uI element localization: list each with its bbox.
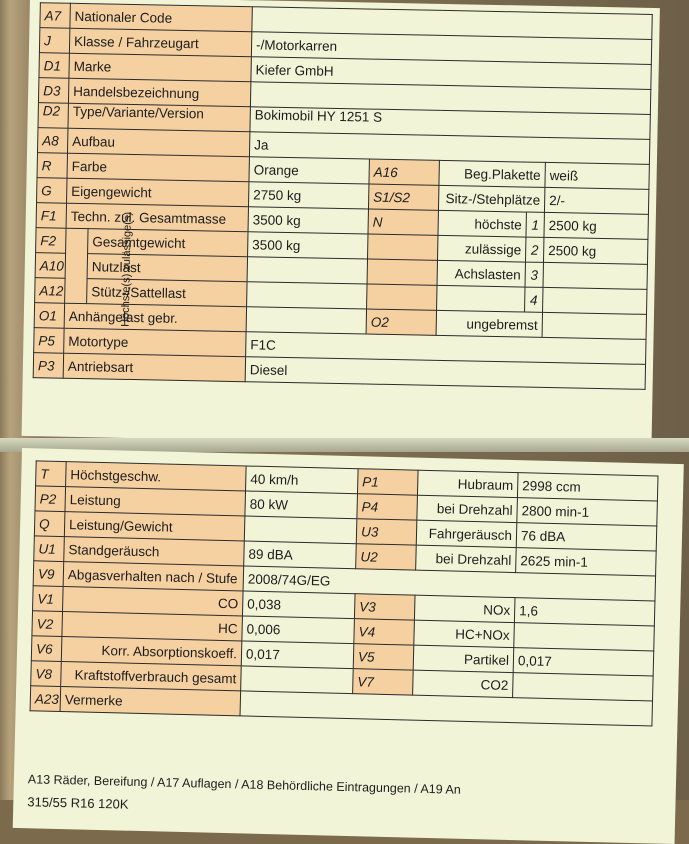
field-label: CO2 — [413, 670, 514, 697]
field-label: höchste — [438, 210, 526, 237]
field-code: V7 — [353, 669, 414, 695]
field-label: Stütz-/Sattellast — [87, 279, 247, 307]
registration-card-lower — [13, 448, 684, 844]
technical-data-table — [30, 460, 659, 726]
field-code: T — [36, 461, 67, 487]
axle-index: 1 — [526, 212, 544, 237]
field-label: Handelsbezeichnung — [68, 78, 250, 106]
field-label: zulässige — [437, 235, 525, 262]
field-label: Standgeräusch — [64, 537, 245, 566]
field-label: HC+NOx — [414, 620, 515, 647]
field-label: Leistung/Gewicht — [64, 512, 245, 541]
field-code: R — [37, 153, 67, 179]
field-label: Beg.Plakette — [439, 160, 545, 187]
field-label: Anhängelast gebr. — [64, 303, 246, 331]
field-code: A8 — [37, 128, 67, 154]
field-label: CO — [63, 587, 244, 616]
field-code: U2 — [356, 544, 417, 570]
field-code: V1 — [33, 586, 64, 612]
field-value: 2500 kg — [543, 237, 647, 264]
axle-index: 3 — [525, 262, 543, 287]
field-code: O1 — [34, 303, 64, 329]
field-label: Partikel — [413, 645, 514, 672]
field-code: P3 — [33, 353, 63, 379]
field-code: P4 — [357, 494, 418, 520]
field-label: Motortype — [64, 328, 246, 356]
field-code: P5 — [34, 328, 64, 354]
field-code: S1/S2 — [368, 184, 438, 210]
field-value: F1C — [246, 332, 646, 365]
field-label: Marke — [69, 53, 251, 81]
field-code: A12 — [35, 278, 65, 304]
field-code: V4 — [354, 619, 415, 645]
field-value — [244, 516, 357, 544]
field-value: Bokimobil HY 1251 S — [250, 107, 650, 140]
field-value: 76 dBA — [516, 523, 657, 551]
footer-tire-value: 315/55 R16 120K — [27, 794, 129, 812]
axle-index: 2 — [525, 237, 543, 262]
field-code: A23 — [30, 686, 61, 712]
field-value: 0,017 — [513, 648, 654, 676]
field-label: Fahrgeräusch — [416, 520, 517, 547]
field-label: Farbe — [67, 153, 249, 181]
field-value: 2008/74G/EG — [243, 566, 655, 601]
registration-card-upper — [22, 0, 660, 448]
field-label: NOx — [414, 595, 515, 622]
field-value: 2998 ccm — [517, 473, 658, 501]
field-label: Leistung — [65, 487, 246, 516]
field-code: U1 — [34, 536, 65, 562]
field-value: Orange — [249, 157, 369, 184]
field-value — [513, 673, 654, 701]
field-label: Korr. Absorptionskoeff. — [61, 637, 242, 666]
field-code — [368, 234, 438, 260]
axle-index: 4 — [525, 287, 543, 312]
field-value: 0,006 — [242, 616, 355, 644]
field-value: 80 kW — [245, 491, 358, 519]
field-code: V9 — [33, 561, 64, 587]
field-label: Abgasverhalten nach / Stufe — [63, 562, 244, 591]
field-value: -/Motorkarren — [251, 32, 651, 65]
field-value — [543, 287, 647, 314]
field-label: ungebremst — [436, 310, 542, 337]
field-label — [437, 285, 525, 312]
field-label: Vermerke — [60, 687, 241, 716]
field-code: F1 — [36, 203, 66, 229]
field-value: 0,017 — [241, 641, 354, 669]
field-label: Hubraum — [417, 470, 518, 497]
field-value: 3500 kg — [248, 232, 368, 259]
field-label: HC — [62, 612, 243, 641]
field-code: A10 — [35, 253, 65, 279]
field-label: Sitz-/Stehplätze — [438, 185, 544, 212]
field-value: Ja — [249, 132, 649, 165]
field-code: V5 — [353, 644, 414, 670]
field-value: 1,6 — [514, 598, 655, 626]
field-value: 0,038 — [242, 591, 355, 619]
field-label: Achslasten — [437, 260, 525, 287]
field-code: D3 — [38, 78, 68, 104]
field-code: A7 — [40, 3, 70, 29]
field-label: Type/Variante/Version — [68, 103, 250, 131]
field-label: Techn. zul. Gesamtmasse — [66, 203, 248, 231]
field-label: Gesamtgewicht — [88, 229, 248, 257]
field-label: bei Drehzahl — [416, 545, 517, 572]
field-value: 3500 kg — [248, 207, 368, 234]
field-code: J — [39, 28, 69, 54]
field-value — [246, 307, 366, 334]
field-value: 89 dBA — [244, 541, 357, 569]
field-value: 2/- — [544, 187, 648, 214]
field-code: V6 — [31, 636, 62, 662]
field-code: D2 — [38, 103, 68, 129]
field-code — [367, 259, 437, 285]
field-label: Aufbau — [67, 128, 249, 156]
field-code: Q — [34, 511, 65, 537]
field-value: weiß — [545, 162, 649, 189]
field-code: F2 — [36, 228, 66, 254]
field-value — [247, 257, 367, 284]
field-code: P2 — [35, 486, 66, 512]
field-code: N — [368, 209, 438, 235]
field-value — [247, 282, 367, 309]
field-code: V8 — [31, 661, 62, 687]
field-code: G — [37, 178, 67, 204]
field-label: Eigengewicht — [67, 178, 249, 206]
field-value: 2625 min-1 — [516, 548, 657, 576]
field-value — [241, 666, 354, 694]
field-code: V3 — [354, 594, 415, 620]
field-code: A16 — [369, 159, 439, 185]
field-value: 40 km/h — [246, 466, 359, 494]
field-code: V2 — [32, 611, 63, 637]
field-code: O2 — [366, 309, 436, 335]
field-value: Diesel — [245, 357, 645, 390]
vehicle-data-table — [33, 2, 653, 390]
field-code — [367, 284, 437, 310]
field-label: Klasse / Fahrzeugart — [69, 28, 251, 56]
field-label: Antriebsart — [63, 353, 245, 381]
field-value: 2750 kg — [248, 182, 368, 209]
field-label: Nationaler Code — [70, 3, 252, 31]
field-value: 2500 kg — [544, 212, 648, 239]
field-code: U3 — [356, 519, 417, 545]
field-value — [543, 262, 647, 289]
field-value: 2800 min-1 — [517, 498, 658, 526]
field-value: Kiefer GmbH — [251, 57, 651, 90]
footer-heading: A13 Räder, Bereifung / A17 Auflagen / A18 Behördliche Eintragungen / A19 An — [27, 772, 461, 797]
field-label: Kraftstoffverbrauch gesamt — [61, 662, 242, 691]
field-value — [542, 312, 646, 339]
field-code: D1 — [39, 53, 69, 79]
field-label: Nutzlast — [87, 254, 247, 282]
vertical-label-text: Höchste(s) zulässige(s) — [119, 211, 134, 327]
field-value — [514, 623, 655, 651]
field-label: bei Drehzahl — [417, 495, 518, 522]
field-code: P1 — [357, 469, 418, 495]
field-label: Höchstgeschw. — [66, 462, 247, 491]
